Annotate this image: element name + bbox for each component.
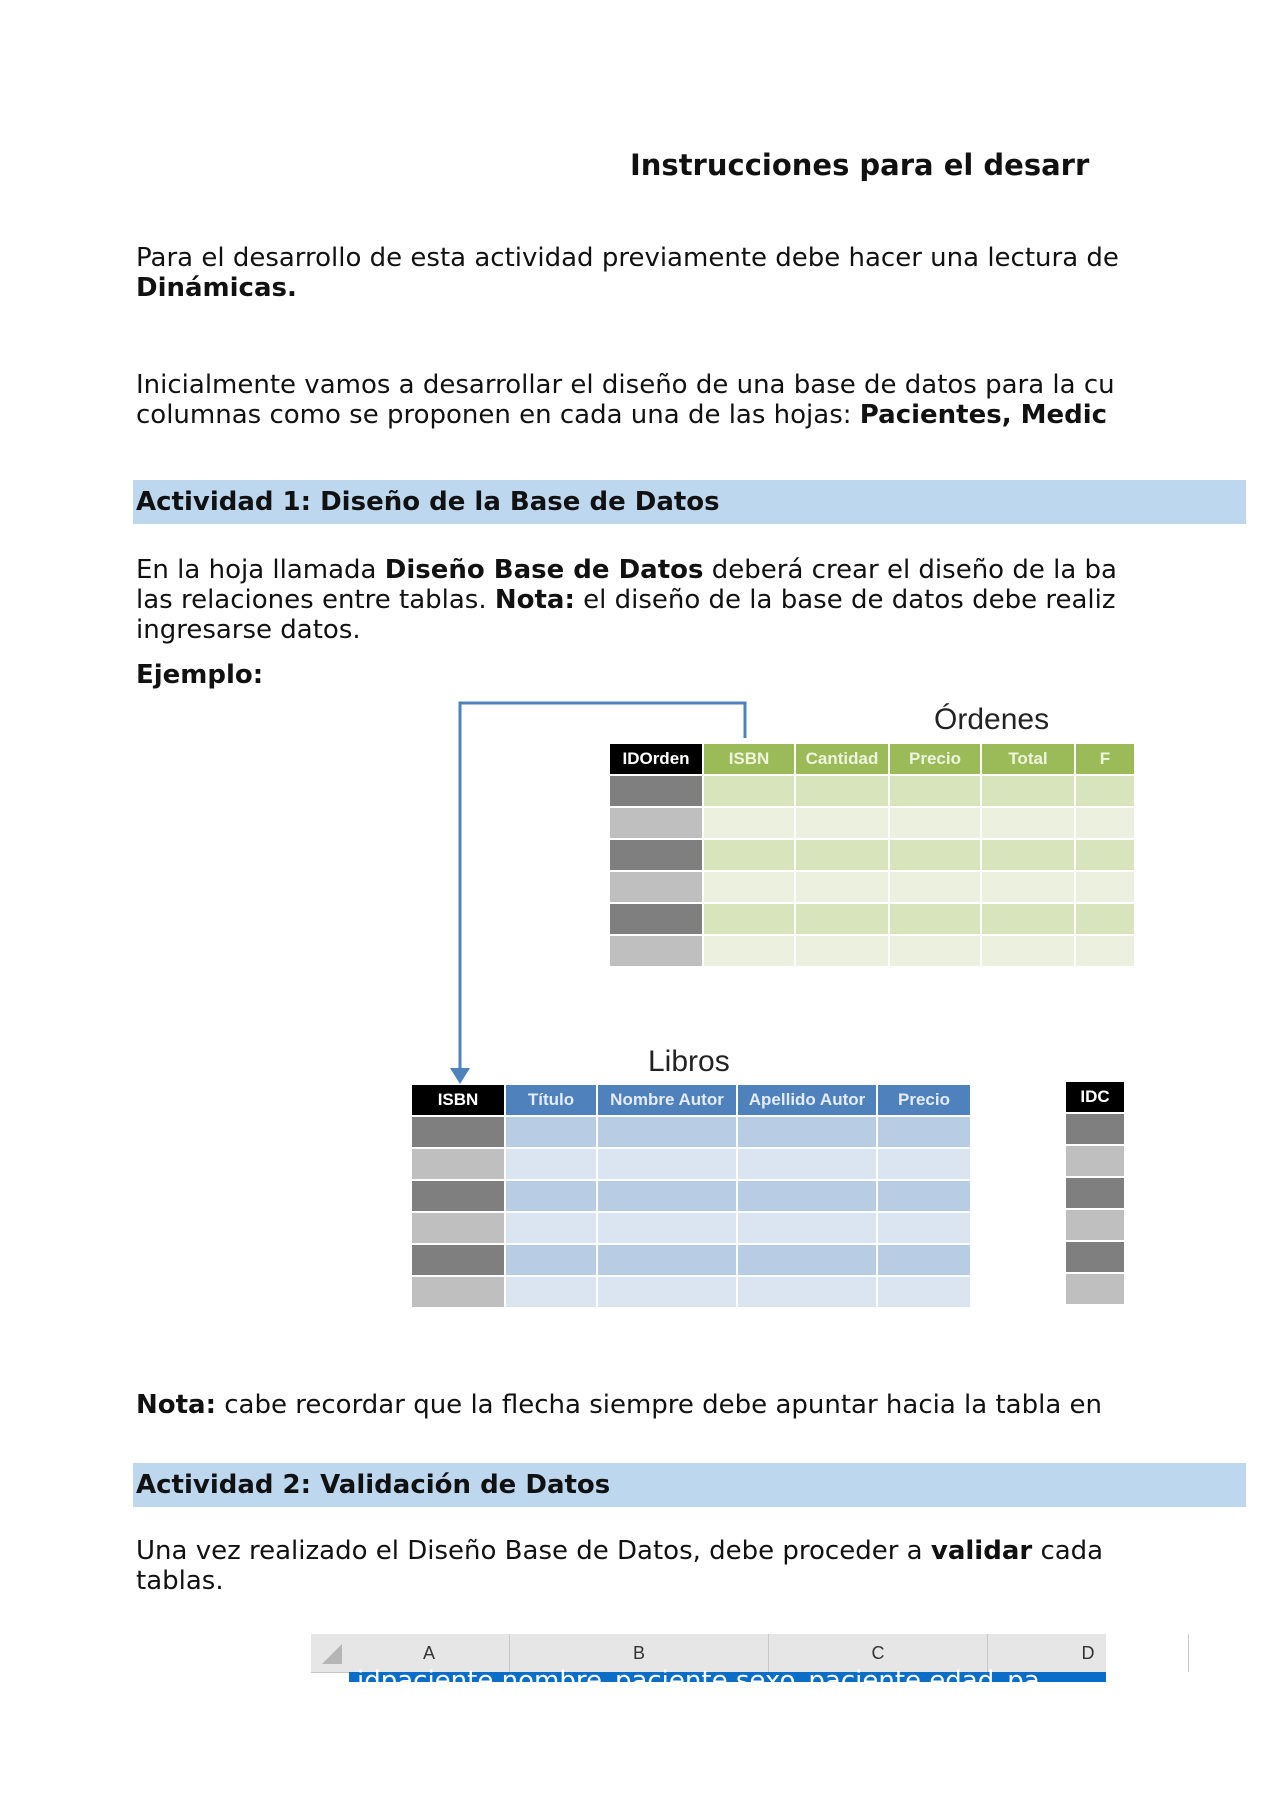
act2-line-2: tablas. bbox=[136, 1566, 224, 1596]
nota-line bbox=[136, 1390, 1102, 1420]
partial-cell bbox=[1066, 1274, 1124, 1304]
ordenes-cell bbox=[890, 872, 980, 902]
libros-header-0: ISBN bbox=[412, 1085, 504, 1115]
ordenes-cell bbox=[982, 872, 1074, 902]
libros-cell bbox=[738, 1277, 876, 1307]
libros-cell bbox=[738, 1245, 876, 1275]
ordenes-cell bbox=[704, 936, 794, 966]
act2-bold: validar bbox=[930, 1536, 1033, 1566]
ordenes-cell bbox=[1076, 776, 1134, 806]
actividad2-heading: Actividad 2: Validación de Datos bbox=[136, 1470, 611, 1500]
act1-line-3: ingresarse datos. bbox=[136, 615, 361, 645]
ordenes-cell bbox=[610, 840, 702, 870]
libros-cell bbox=[412, 1277, 504, 1307]
partial-cell bbox=[1066, 1242, 1124, 1272]
libros-cell bbox=[738, 1213, 876, 1243]
ordenes-cell bbox=[982, 840, 1074, 870]
ordenes-header-5: F bbox=[1076, 744, 1134, 774]
ordenes-cell bbox=[890, 776, 980, 806]
ordenes-cell bbox=[610, 872, 702, 902]
page-title: Instrucciones para el desarr bbox=[630, 148, 1090, 182]
nota-text: cabe recordar que la flecha siempre debe apuntar hacia la tabla en bbox=[216, 1390, 1102, 1420]
act1-post: deberá crear el diseño de la ba bbox=[703, 555, 1117, 585]
ordenes-cell bbox=[796, 872, 888, 902]
ordenes-header-2: Cantidad bbox=[796, 744, 888, 774]
partial-cell bbox=[1066, 1146, 1124, 1176]
act2-pre: Una vez realizado el Diseño Base de Datos, debe proceder a bbox=[136, 1536, 931, 1566]
column-header-b[interactable]: B bbox=[510, 1634, 769, 1672]
ordenes-cell bbox=[796, 808, 888, 838]
libros-cell bbox=[598, 1149, 736, 1179]
libros-cell bbox=[598, 1245, 736, 1275]
act1-line2-pre: las relaciones entre tablas. bbox=[136, 585, 495, 615]
ordenes-title: Órdenes bbox=[934, 703, 1050, 736]
libros-header-4: Precio bbox=[878, 1085, 970, 1115]
ordenes-cell bbox=[1076, 808, 1134, 838]
ordenes-cell bbox=[704, 904, 794, 934]
ordenes-cell bbox=[610, 904, 702, 934]
libros-cell bbox=[506, 1277, 596, 1307]
ordenes-cell bbox=[796, 776, 888, 806]
ordenes-cell bbox=[704, 840, 794, 870]
libros-cell bbox=[506, 1117, 596, 1147]
libros-header-1: Título bbox=[506, 1085, 596, 1115]
ordenes-cell bbox=[890, 808, 980, 838]
act2-line-1 bbox=[136, 1536, 1103, 1566]
libros-cell bbox=[412, 1245, 504, 1275]
ordenes-cell bbox=[796, 840, 888, 870]
para2-sheets: Pacientes, Medic bbox=[859, 400, 1108, 430]
ordenes-cell bbox=[982, 936, 1074, 966]
ordenes-cell bbox=[890, 936, 980, 966]
partial-cell bbox=[1066, 1178, 1124, 1208]
libros-cell bbox=[598, 1117, 736, 1147]
libros-cell bbox=[878, 1149, 970, 1179]
ordenes-cell bbox=[704, 808, 794, 838]
partial-header-0: IDC bbox=[1066, 1082, 1124, 1112]
ordenes-cell bbox=[890, 840, 980, 870]
libros-cell bbox=[598, 1213, 736, 1243]
libros-cell bbox=[878, 1181, 970, 1211]
sheet-header-row-text: idpaciente nombre_paciente sexo_paciente edad_pa bbox=[357, 1666, 1040, 1696]
libros-cell bbox=[506, 1245, 596, 1275]
libros-cell bbox=[878, 1117, 970, 1147]
act1-bold: Diseño Base de Datos bbox=[384, 555, 704, 585]
column-header-c[interactable]: C bbox=[769, 1634, 988, 1672]
partial-cell bbox=[1066, 1114, 1124, 1144]
libros-cell bbox=[506, 1149, 596, 1179]
ordenes-cell bbox=[982, 808, 1074, 838]
ordenes-cell bbox=[610, 776, 702, 806]
libros-cell bbox=[412, 1213, 504, 1243]
ordenes-cell bbox=[890, 904, 980, 934]
ordenes-cell bbox=[1076, 936, 1134, 966]
act2-post: cada bbox=[1032, 1536, 1104, 1566]
libros-cell bbox=[878, 1213, 970, 1243]
libros-cell bbox=[412, 1117, 504, 1147]
select-all-corner[interactable] bbox=[322, 1644, 342, 1664]
libros-header-2: Nombre Autor bbox=[598, 1085, 736, 1115]
ordenes-cell bbox=[704, 872, 794, 902]
intro-bold: Dinámicas. bbox=[136, 273, 297, 303]
libros-cell bbox=[738, 1181, 876, 1211]
column-header-a[interactable]: A bbox=[349, 1634, 510, 1672]
actividad1-heading: Actividad 1: Diseño de la Base de Datos bbox=[136, 487, 720, 517]
libros-cell bbox=[412, 1149, 504, 1179]
sheet-header-row bbox=[349, 1666, 1106, 1696]
ejemplo-label: Ejemplo: bbox=[136, 660, 264, 690]
column-header-d[interactable]: D bbox=[988, 1634, 1189, 1672]
libros-cell bbox=[412, 1181, 504, 1211]
libros-cell bbox=[878, 1245, 970, 1275]
libros-cell bbox=[506, 1181, 596, 1211]
act1-pre: En la hoja llamada bbox=[136, 555, 385, 585]
ordenes-cell bbox=[982, 776, 1074, 806]
act1-line2-post: el diseño de la base de datos debe realiz bbox=[574, 585, 1116, 615]
ordenes-cell bbox=[610, 808, 702, 838]
intro-line-1: Para el desarrollo de esta actividad previamente debe hacer una lectura de bbox=[136, 243, 1119, 273]
ordenes-header-0: IDOrden bbox=[610, 744, 702, 774]
partial-cell bbox=[1066, 1210, 1124, 1240]
ordenes-cell bbox=[796, 904, 888, 934]
libros-cell bbox=[506, 1213, 596, 1243]
libros-cell bbox=[598, 1181, 736, 1211]
ordenes-header-3: Precio bbox=[890, 744, 980, 774]
nota-bold: Nota: bbox=[136, 1390, 216, 1420]
libros-cell bbox=[598, 1277, 736, 1307]
ordenes-cell bbox=[982, 904, 1074, 934]
para2-line-1: Inicialmente vamos a desarrollar el diseño de una base de datos para la cu bbox=[136, 370, 1115, 400]
libros-cell bbox=[738, 1149, 876, 1179]
ordenes-header-1: ISBN bbox=[704, 744, 794, 774]
ordenes-cell bbox=[1076, 840, 1134, 870]
ordenes-cell bbox=[610, 936, 702, 966]
ordenes-cell bbox=[704, 776, 794, 806]
ordenes-header-4: Total bbox=[982, 744, 1074, 774]
libros-cell bbox=[738, 1117, 876, 1147]
libros-header-3: Apellido Autor bbox=[738, 1085, 876, 1115]
act1-nota: Nota: bbox=[494, 585, 575, 615]
ordenes-cell bbox=[1076, 904, 1134, 934]
libros-cell bbox=[878, 1277, 970, 1307]
para2-text: columnas como se proponen en cada una de las hojas: bbox=[136, 400, 860, 430]
libros-title: Libros bbox=[648, 1045, 730, 1078]
ordenes-cell bbox=[796, 936, 888, 966]
ordenes-cell bbox=[1076, 872, 1134, 902]
